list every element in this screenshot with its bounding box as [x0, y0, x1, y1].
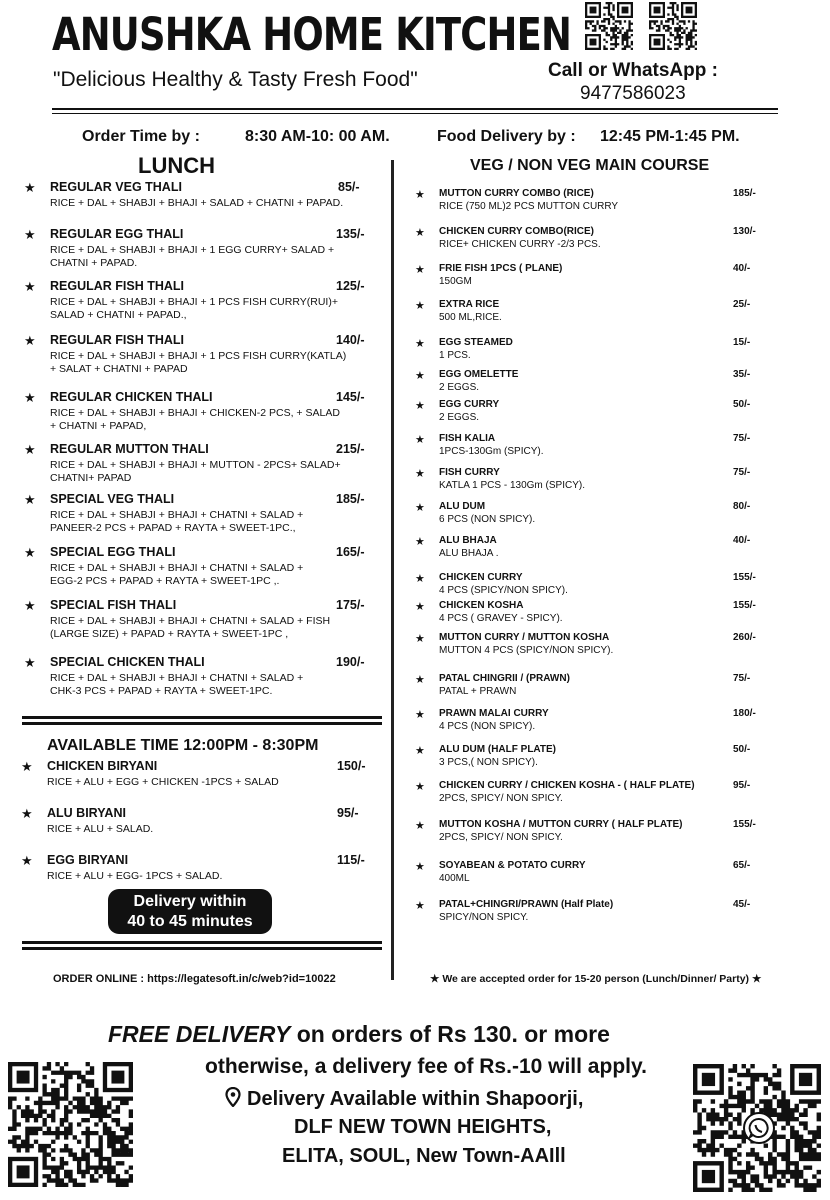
- menu-item: [415, 226, 769, 251]
- order-time-label: Order Time by :: [82, 128, 200, 145]
- item-name: CHICKEN CURRY: [439, 572, 523, 583]
- item-name: MUTTON CURRY COMBO (RICE): [439, 188, 594, 199]
- item-description: MUTTON 4 PCS (SPICY/NON SPICY).: [439, 645, 614, 656]
- menu-item: [21, 806, 377, 836]
- item-name: MUTTON KOSHA / MUTTON CURRY ( HALF PLATE): [439, 819, 683, 830]
- item-name: ALU BIRYANI: [47, 806, 126, 820]
- item-price: 135/-: [336, 227, 365, 241]
- whatsapp-icon: [743, 1112, 775, 1144]
- item-price: 75/-: [733, 433, 751, 444]
- item-description: 400ML: [439, 873, 470, 884]
- menu-item: [415, 188, 769, 213]
- item-name: EGG CURRY: [439, 399, 500, 410]
- star-icon: ★: [415, 633, 425, 645]
- star-icon: ★: [24, 279, 36, 294]
- brand-title: ANUSHKA HOME KITCHEN: [52, 8, 572, 61]
- tagline: "Delicious Healthy & Tasty Fresh Food": [53, 68, 418, 91]
- description-line: RICE + ALU + EGG- 1PCS + SALAD.: [47, 870, 223, 882]
- lunch-title: LUNCH: [138, 153, 215, 178]
- item-price: 40/-: [733, 535, 751, 546]
- item-name: PATAL CHINGRII / (PRAWN): [439, 673, 570, 684]
- item-description: 2 EGGS.: [439, 412, 480, 423]
- item-description: [50, 244, 380, 270]
- star-icon: ★: [24, 442, 36, 457]
- item-price: 95/-: [337, 806, 359, 820]
- delivery-time-label: Food Delivery by :: [437, 128, 576, 145]
- menu-item: [24, 492, 380, 535]
- menu-item: [24, 442, 380, 485]
- star-icon: ★: [415, 227, 425, 239]
- item-price: 35/-: [733, 369, 751, 380]
- star-icon: ★: [415, 900, 425, 912]
- item-description: [47, 823, 377, 836]
- item-price: 175/-: [336, 598, 365, 612]
- address-line-3: ELITA, SOUL, New Town-AAIll: [282, 1145, 566, 1167]
- menu-item: [415, 299, 769, 324]
- item-description: 2PCS, SPICY/ NON SPICY.: [439, 832, 563, 843]
- item-description: 1 PCS.: [439, 350, 471, 361]
- menu-item: [415, 899, 769, 924]
- section-divider: [22, 716, 382, 725]
- menu-item: [24, 333, 380, 376]
- menu-item: [415, 780, 769, 805]
- star-icon: ★: [415, 264, 425, 276]
- order-time-value: 8:30 AM-10: 00 AM.: [245, 128, 390, 145]
- section-divider: [22, 941, 382, 950]
- item-price: 80/-: [733, 501, 751, 512]
- description-line: RICE + ALU + EGG + CHICKEN -1PCS + SALAD: [47, 776, 279, 788]
- description-line: RICE + DAL + SHABJI + BHAJI + SALAD + CHATNI + PAPAD.: [50, 197, 344, 209]
- item-price: 150/-: [337, 759, 366, 773]
- menu-item: [24, 227, 380, 270]
- menu-item: [415, 673, 769, 698]
- item-price: 140/-: [336, 333, 365, 347]
- item-description: 150GM: [439, 276, 472, 287]
- menu-item: [24, 279, 380, 322]
- star-icon: ★: [415, 189, 425, 201]
- item-price: 15/-: [733, 337, 751, 348]
- item-name: FISH KALIA: [439, 433, 496, 444]
- description-line: CHATNI+ PAPAD: [50, 472, 132, 484]
- item-description: 2 EGGS.: [439, 382, 480, 393]
- item-name: REGULAR FISH THALI: [50, 333, 185, 347]
- description-line: RICE + DAL + SHABJI + BHAJI + 1 PCS FISH CURRY(RUI)+: [50, 296, 338, 308]
- description-line: RICE + DAL + SHABJI + BHAJI + MUTTON - 2PCS+ SALAD+: [50, 459, 341, 471]
- description-line: CHATNI + PAPAD.: [50, 257, 138, 269]
- item-name: REGULAR VEG THALI: [50, 180, 182, 194]
- menu-item: [415, 337, 769, 362]
- item-description: [50, 350, 380, 376]
- item-name: CHICKEN CURRY / CHICKEN KOSHA - ( HALF PLATE): [439, 780, 695, 791]
- description-line: + SALAT + CHATNI + PAPAD: [50, 363, 188, 375]
- description-line: EGG-2 PCS + PAPAD + RAYTA + SWEET-1PC ,.: [50, 575, 280, 587]
- description-line: RICE + DAL + SHABJI + BHAJI + CHICKEN-2 PCS, + SALAD: [50, 407, 340, 419]
- item-price: 145/-: [336, 390, 365, 404]
- star-icon: ★: [415, 709, 425, 721]
- delivery-time-value: 12:45 PM-1:45 PM.: [600, 128, 740, 145]
- free-delivery-label: FREE DELIVERY: [108, 1021, 291, 1047]
- item-name: SPECIAL VEG THALI: [50, 492, 175, 506]
- description-line: RICE + DAL + SHABJI + BHAJI + CHATNI + SALAD + FISH: [50, 615, 331, 627]
- item-price: 125/-: [336, 279, 365, 293]
- star-icon: ★: [415, 300, 425, 312]
- item-name: ALU DUM (HALF PLATE): [439, 744, 557, 755]
- description-line: CHK-3 PCS + PAPAD + RAYTA + SWEET-1PC.: [50, 685, 273, 697]
- item-name: EGG STEAMED: [439, 337, 513, 348]
- description-line: + CHATNI + PAPAD,: [50, 420, 147, 432]
- column-divider: [391, 160, 394, 980]
- item-description: [50, 562, 380, 588]
- star-icon: ★: [415, 573, 425, 585]
- item-description: PATAL + PRAWN: [439, 686, 517, 697]
- star-icon: ★: [24, 390, 36, 405]
- item-price: 185/-: [336, 492, 365, 506]
- star-icon: ★: [415, 601, 425, 613]
- star-icon: ★: [415, 781, 425, 793]
- main-course-title: VEG / NON VEG MAIN COURSE: [470, 157, 710, 174]
- menu-item: [415, 467, 769, 492]
- item-name: ALU BHAJA: [439, 535, 497, 546]
- item-name: PRAWN MALAI CURRY: [439, 708, 549, 719]
- address-line-2: DLF NEW TOWN HEIGHTS,: [294, 1116, 552, 1138]
- description-line: RICE + DAL + SHABJI + BHAJI + CHATNI + SALAD +: [50, 672, 304, 684]
- star-icon: ★: [24, 227, 36, 242]
- item-description: 2PCS, SPICY/ NON SPICY.: [439, 793, 563, 804]
- item-price: 155/-: [733, 819, 756, 830]
- item-description: 1PCS-130Gm (SPICY).: [439, 446, 544, 457]
- delivery-fee-line: otherwise, a delivery fee of Rs.-10 will apply.: [205, 1055, 647, 1078]
- address-text-1: Delivery Available within Shapoorji,: [247, 1088, 584, 1110]
- star-icon: ★: [415, 400, 425, 412]
- star-icon: ★: [24, 492, 36, 507]
- order-online-link[interactable]: ORDER ONLINE : https://legatesoft.in/c/web?id=10022: [53, 973, 336, 985]
- menu-item: [21, 759, 377, 789]
- available-title: AVAILABLE TIME 12:00PM - 8:30PM: [47, 737, 319, 754]
- star-icon: ★: [21, 853, 33, 868]
- item-description: [50, 197, 380, 210]
- menu-item: [415, 819, 769, 844]
- item-description: [50, 459, 380, 485]
- menu-item: [415, 501, 769, 526]
- menu-item: [24, 655, 380, 698]
- item-name: PATAL+CHINGRI/PRAWN (Half Plate): [439, 899, 614, 910]
- star-icon: ★: [24, 545, 36, 560]
- menu-item: [24, 180, 380, 210]
- header-divider: [52, 113, 778, 114]
- star-icon: ★: [24, 333, 36, 348]
- item-name: FRIE FISH 1PCS ( PLANE): [439, 263, 563, 274]
- phone-number[interactable]: 9477586023: [580, 83, 686, 104]
- star-icon: ★: [24, 655, 36, 670]
- item-name: EGG OMELETTE: [439, 369, 519, 380]
- star-icon: ★: [415, 468, 425, 480]
- menu-item: [24, 545, 380, 588]
- item-name: CHICKEN CURRY COMBO(RICE): [439, 226, 594, 237]
- description-line: RICE + DAL + SHABJI + BHAJI + CHATNI + SALAD +: [50, 509, 304, 521]
- item-name: CHICKEN BIRYANI: [47, 759, 158, 773]
- item-price: 75/-: [733, 467, 751, 478]
- star-icon: ★: [415, 370, 425, 382]
- item-description: KATLA 1 PCS - 130Gm (SPICY).: [439, 480, 585, 491]
- menu-item: [415, 632, 769, 657]
- item-name: REGULAR MUTTON THALI: [50, 442, 209, 456]
- header-divider: [52, 108, 778, 110]
- delivery-time-badge: [108, 889, 272, 934]
- star-icon: ★: [21, 806, 33, 821]
- item-description: 500 ML,RICE.: [439, 312, 502, 323]
- item-price: 165/-: [336, 545, 365, 559]
- item-price: 185/-: [733, 188, 756, 199]
- item-name: SPECIAL CHICKEN THALI: [50, 655, 205, 669]
- description-line: PANEER-2 PCS + PAPAD + RAYTA + SWEET-1PC.,: [50, 522, 296, 534]
- item-name: CHICKEN KOSHA: [439, 600, 524, 611]
- item-price: 75/-: [733, 673, 751, 684]
- menu-item: [415, 572, 769, 597]
- item-name: FISH CURRY: [439, 467, 500, 478]
- item-price: 85/-: [338, 180, 360, 194]
- item-price: 190/-: [336, 655, 365, 669]
- star-icon: ★: [24, 180, 36, 195]
- item-name: REGULAR FISH THALI: [50, 279, 185, 293]
- item-price: 50/-: [733, 744, 751, 755]
- qr-code-icon[interactable]: [585, 2, 633, 50]
- menu-item: [415, 399, 769, 424]
- item-price: 215/-: [336, 442, 365, 456]
- description-line: RICE + DAL + SHABJI + BHAJI + 1 PCS FISH CURRY(KATLA): [50, 350, 347, 362]
- delivery-badge-line2: 40 to 45 minutes: [127, 913, 253, 930]
- item-name: SOYABEAN & POTATO CURRY: [439, 860, 586, 871]
- item-description: 4 PCS (SPICY/NON SPICY).: [439, 585, 568, 596]
- menu-item: [415, 433, 769, 458]
- item-description: RICE (750 ML)2 PCS MUTTON CURRY: [439, 201, 619, 212]
- item-price: 45/-: [733, 899, 751, 910]
- star-icon: ★: [415, 820, 425, 832]
- star-icon: ★: [415, 502, 425, 514]
- menu-item: [415, 263, 769, 288]
- item-description: [50, 407, 380, 433]
- menu-item: [415, 860, 769, 885]
- star-icon: ★: [415, 861, 425, 873]
- description-line: RICE + ALU + SALAD.: [47, 823, 154, 835]
- free-delivery-condition: on orders of Rs 130. or more: [290, 1021, 610, 1047]
- item-price: 115/-: [337, 853, 365, 867]
- item-description: [47, 776, 377, 789]
- menu-item: [21, 853, 377, 883]
- item-description: RICE+ CHICKEN CURRY -2/3 PCS.: [439, 239, 601, 250]
- item-name: REGULAR CHICKEN THALI: [50, 390, 213, 404]
- item-price: 95/-: [733, 780, 751, 791]
- menu-item: [24, 390, 380, 433]
- item-description: [50, 509, 380, 535]
- item-name: MUTTON CURRY / MUTTON KOSHA: [439, 632, 610, 643]
- star-icon: ★: [24, 598, 36, 613]
- menu-item: [415, 600, 769, 625]
- qr-code-icon[interactable]: [8, 1062, 133, 1190]
- menu-item: [415, 708, 769, 733]
- star-icon: ★: [415, 536, 425, 548]
- bulk-order-note: ★ We are accepted order for 15-20 person (Lunch/Dinner/ Party) ★: [430, 973, 762, 985]
- item-name: REGULAR EGG THALI: [50, 227, 184, 241]
- location-pin-icon: [225, 1087, 241, 1113]
- star-icon: ★: [415, 434, 425, 446]
- menu-item: [415, 744, 769, 769]
- item-price: 65/-: [733, 860, 751, 871]
- description-line: RICE + DAL + SHABJI + BHAJI + 1 EGG CURRY+ SALAD +: [50, 244, 335, 256]
- star-icon: ★: [21, 759, 33, 774]
- item-description: 6 PCS (NON SPICY).: [439, 514, 536, 525]
- item-description: [50, 672, 380, 698]
- address-line-1: [225, 1087, 583, 1113]
- item-description: [50, 615, 380, 641]
- item-price: 155/-: [733, 572, 756, 583]
- star-icon: ★: [415, 745, 425, 757]
- menu-item: [415, 369, 769, 394]
- item-name: SPECIAL EGG THALI: [50, 545, 176, 559]
- free-delivery-line: [108, 1021, 610, 1048]
- item-name: EXTRA RICE: [439, 299, 500, 310]
- item-price: 155/-: [733, 600, 756, 611]
- item-price: 40/-: [733, 263, 751, 274]
- item-description: 4 PCS (NON SPICY).: [439, 721, 536, 732]
- star-icon: ★: [415, 674, 425, 686]
- delivery-badge-line1: Delivery within: [133, 893, 247, 910]
- star-icon: ★: [415, 338, 425, 350]
- item-price: 180/-: [733, 708, 756, 719]
- call-label: Call or WhatsApp :: [548, 60, 718, 81]
- item-price: 260/-: [733, 632, 756, 643]
- description-line: (LARGE SIZE) + PAPAD + RAYTA + SWEET-1PC ,: [50, 628, 289, 640]
- item-description: SPICY/NON SPICY.: [439, 912, 529, 923]
- item-description: 3 PCS,( NON SPICY).: [439, 757, 538, 768]
- item-description: [50, 296, 380, 322]
- description-line: RICE + DAL + SHABJI + BHAJI + CHATNI + SALAD +: [50, 562, 304, 574]
- item-price: 130/-: [733, 226, 756, 237]
- item-description: [47, 870, 377, 883]
- qr-code-icon[interactable]: [649, 2, 697, 50]
- item-description: ALU BHAJA .: [439, 548, 499, 559]
- menu-item: [415, 535, 769, 560]
- item-name: EGG BIRYANI: [47, 853, 129, 867]
- item-price: 25/-: [733, 299, 751, 310]
- description-line: SALAD + CHATNI + PAPAD.,: [50, 309, 187, 321]
- item-price: 50/-: [733, 399, 751, 410]
- item-name: ALU DUM: [439, 501, 486, 512]
- item-description: 4 PCS ( GRAVEY - SPICY).: [439, 613, 563, 624]
- menu-item: [24, 598, 380, 641]
- item-name: SPECIAL FISH THALI: [50, 598, 177, 612]
